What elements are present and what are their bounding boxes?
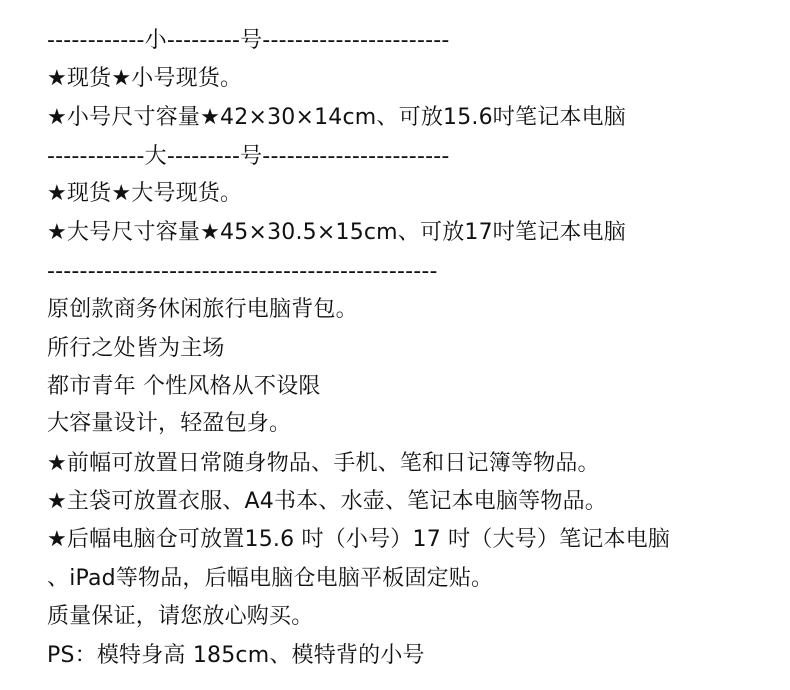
small-in-stock-line: ★现货★小号现货。 [47, 66, 243, 91]
quality-guarantee-line: 质量保证，请您放心购买。 [47, 604, 314, 629]
model-note-line: PS：模特身高 185cm、模特背的小号 [47, 643, 425, 668]
description-line-2: 所行之处皆为主场 [47, 336, 225, 361]
feature-laptop-compartment: ★后幅电脑仓可放置15.6 吋（小号）17 吋（大号）笔记本电脑 [47, 527, 671, 552]
divider-large-size: ------------大---------号----------------------- [47, 144, 450, 169]
large-in-stock-line: ★现货★大号现货。 [47, 181, 243, 206]
feature-front-pocket: ★前幅可放置日常随身物品、手机、笔和日记簿等物品。 [47, 451, 600, 476]
large-size-capacity-line: ★大号尺寸容量★45×30.5×15cm、可放17吋笔记本电脑 [47, 220, 627, 245]
divider-small-size: ------------小---------号----------------------- [47, 28, 450, 53]
feature-laptop-compartment-cont: 、iPad等物品，后幅电脑仓电脑平板固定贴。 [47, 566, 494, 591]
description-line-1: 原创款商务休闲旅行电脑背包。 [47, 297, 358, 322]
description-line-3: 都市青年 个性风格从不设限 [47, 374, 321, 399]
divider-full: ------------------------------------------------ [47, 259, 438, 284]
feature-main-compartment: ★主袋可放置衣服、A4书本、水壶、笔记本电脑等物品。 [47, 489, 607, 514]
small-size-capacity-line: ★小号尺寸容量★42×30×14cm、可放15.6吋笔记本电脑 [47, 105, 627, 130]
description-line-4: 大容量设计，轻盈包身。 [47, 411, 292, 436]
